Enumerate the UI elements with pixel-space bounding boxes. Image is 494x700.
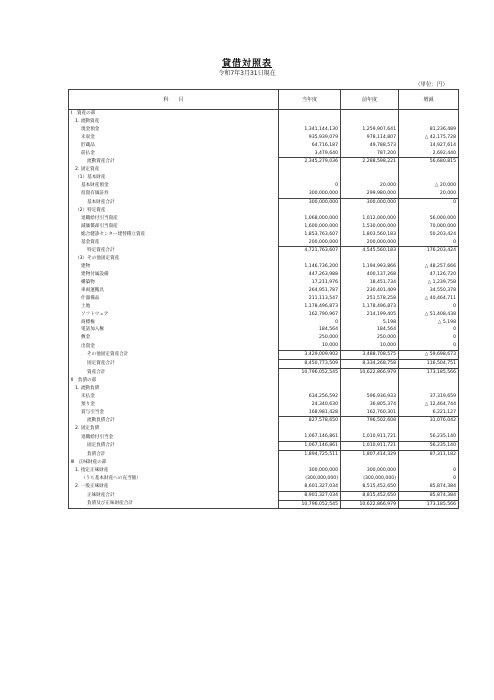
current-year-cell: 4,721,763,607	[279, 247, 341, 255]
balance-sheet-table	[68, 89, 459, 509]
current-year-cell: 1,068,000,000	[279, 215, 341, 223]
account-cell: 退職給付引当資産	[69, 215, 279, 223]
previous-year-cell: 49,788,573	[341, 142, 399, 150]
account-cell: 1. 流動負債	[69, 385, 279, 393]
table-row	[69, 311, 459, 319]
total-row	[69, 158, 459, 166]
account-cell: 特定資産合計	[69, 247, 279, 255]
account-cell: 1. 流動資産	[69, 118, 279, 126]
previous-year-cell: 1,178,496,873	[341, 303, 399, 311]
change-cell	[399, 174, 459, 182]
current-year-cell: 1,178,496,873	[279, 303, 341, 311]
change-cell: 0	[399, 475, 459, 483]
account-cell: 2. 固定資産	[69, 166, 279, 174]
account-cell: 商標権	[69, 319, 279, 327]
previous-year-cell: 1,530,000,000	[341, 223, 399, 231]
account-cell: 流動負債合計	[69, 417, 279, 425]
account-cell: 退職給付引当金	[69, 433, 279, 441]
table-row	[69, 271, 459, 279]
change-cell: 47,126,720	[399, 271, 459, 279]
current-year-cell: 447,263,988	[279, 271, 341, 279]
total-row	[69, 360, 459, 369]
change-cell	[399, 425, 459, 433]
table-row	[69, 483, 459, 491]
current-year-cell	[279, 425, 341, 433]
account-cell: 電話加入権	[69, 326, 279, 334]
table-row	[69, 110, 459, 118]
previous-year-cell: 8,515,452,650	[341, 483, 399, 491]
previous-year-cell: 2,288,598,221	[341, 158, 399, 166]
table-row	[69, 263, 459, 271]
current-year-cell: 10,000	[279, 342, 341, 350]
previous-year-cell	[341, 377, 399, 385]
previous-year-cell: 250,000	[341, 334, 399, 342]
change-cell	[399, 385, 459, 393]
change-cell: 56,235,140	[399, 442, 459, 451]
change-cell: △ 59,698,673	[399, 351, 459, 360]
current-year-cell: 827,578,650	[279, 417, 341, 425]
account-cell: 固定資産合計	[69, 360, 279, 369]
account-cell: 資産合計	[69, 369, 279, 377]
change-cell	[399, 207, 459, 215]
previous-year-cell: 1,010,911,721	[341, 442, 399, 451]
current-year-cell: 1,853,763,607	[279, 231, 341, 239]
table-row	[69, 425, 459, 433]
current-year-cell	[279, 118, 341, 126]
current-year-cell	[279, 377, 341, 385]
account-cell: 基本財産預金	[69, 182, 279, 190]
account-cell: 投資有価証券	[69, 190, 279, 198]
previous-year-cell: 300,000,000	[341, 198, 399, 206]
change-cell	[399, 255, 459, 263]
account-cell: 基金資産	[69, 239, 279, 247]
change-cell: 6,221,127	[399, 409, 459, 417]
account-cell: Ⅱ 負債の部	[69, 377, 279, 385]
table-row	[69, 433, 459, 441]
change-cell: 116,504,751	[399, 360, 459, 369]
change-cell: 176,203,424	[399, 247, 459, 255]
total-row	[69, 451, 459, 459]
total-row	[69, 247, 459, 255]
table-row	[69, 393, 459, 401]
change-cell: 37,319,659	[399, 393, 459, 401]
table-header	[69, 90, 459, 110]
table-row	[69, 467, 459, 475]
change-cell	[399, 110, 459, 118]
previous-year-cell: 184,564	[341, 326, 399, 334]
previous-year-cell	[341, 385, 399, 393]
table-row	[69, 239, 459, 247]
change-cell: 0	[399, 326, 459, 334]
account-cell: 構築物	[69, 279, 279, 287]
previous-year-cell: 1,807,414,329	[341, 451, 399, 459]
change-cell: 0	[399, 467, 459, 475]
table-row	[69, 207, 459, 215]
account-cell: 基本財産合計	[69, 198, 279, 206]
account-cell: 総合健診センター建替積立資産	[69, 231, 279, 239]
change-cell: 14,927,614	[399, 142, 459, 150]
previous-year-cell	[341, 425, 399, 433]
change-cell: 56,680,815	[399, 158, 459, 166]
change-cell: 85,874,384	[399, 483, 459, 491]
table-row	[69, 295, 459, 303]
change-cell: 34,550,378	[399, 287, 459, 295]
table-row	[69, 385, 459, 393]
change-cell: 2,692,440	[399, 150, 459, 158]
account-cell: 2. 固定負債	[69, 425, 279, 433]
previous-year-cell: 251,578,258	[341, 295, 399, 303]
change-cell: 0	[399, 342, 459, 350]
previous-year-cell: 1,259,907,641	[341, 126, 399, 134]
account-cell: その他固定資産合計	[69, 351, 279, 360]
change-cell	[399, 377, 459, 385]
table-row	[69, 475, 459, 483]
previous-year-cell: 1,803,560,183	[341, 231, 399, 239]
previous-year-cell: 20,000	[341, 182, 399, 190]
change-cell	[399, 118, 459, 126]
current-year-cell	[279, 166, 341, 174]
change-cell: 0	[399, 198, 459, 206]
current-year-cell: 184,564	[279, 326, 341, 334]
change-cell: 81,236,489	[399, 126, 459, 134]
previous-year-cell: 8,334,268,758	[341, 360, 399, 369]
previous-year-cell: 5,198	[341, 319, 399, 327]
change-cell: △ 42,175,728	[399, 134, 459, 142]
table-row	[69, 334, 459, 342]
previous-year-cell: 162,760,301	[341, 409, 399, 417]
previous-year-cell: 18,451,734	[341, 279, 399, 287]
previous-year-cell: 4,545,560,183	[341, 247, 399, 255]
table-row	[69, 326, 459, 334]
change-cell: 85,874,384	[399, 491, 459, 500]
previous-year-cell: 1,012,000,000	[341, 215, 399, 223]
table-row	[69, 377, 459, 385]
account-cell: 建物	[69, 263, 279, 271]
previous-year-cell: 596,936,933	[341, 393, 399, 401]
current-year-cell: 8,601,327,034	[279, 483, 341, 491]
change-cell: 0	[399, 303, 459, 311]
current-year-cell: 0	[279, 182, 341, 190]
header-current-year: 当年度	[279, 90, 341, 110]
change-cell: 20,000	[399, 190, 459, 198]
account-cell: 流動資産合計	[69, 158, 279, 166]
account-cell: 未払金	[69, 393, 279, 401]
account-cell: 未収金	[69, 134, 279, 142]
current-year-cell: 200,000,000	[279, 239, 341, 247]
account-cell: 減価償却引当資産	[69, 223, 279, 231]
current-year-cell	[279, 459, 341, 467]
account-cell: 出資金	[69, 342, 279, 350]
previous-year-cell	[341, 459, 399, 467]
change-cell	[399, 166, 459, 174]
total-row	[69, 491, 459, 500]
account-cell: （3）その他固定資産	[69, 255, 279, 263]
account-cell: ソフトウェア	[69, 311, 279, 319]
total-row	[69, 198, 459, 206]
current-year-cell: 10,796,052,545	[279, 500, 341, 509]
account-cell: 什器備品	[69, 295, 279, 303]
current-year-cell	[279, 255, 341, 263]
table-row	[69, 142, 459, 150]
table-row	[69, 166, 459, 174]
current-year-cell: 24,340,630	[279, 401, 341, 409]
account-cell: 建物付属設備	[69, 271, 279, 279]
change-cell: △ 20,000	[399, 182, 459, 190]
current-year-cell: 300,000,000	[279, 467, 341, 475]
current-year-cell: 1,146,736,200	[279, 263, 341, 271]
current-year-cell: 300,000,000	[279, 190, 341, 198]
table-row	[69, 134, 459, 142]
previous-year-cell: 300,000,000	[341, 467, 399, 475]
total-row	[69, 500, 459, 509]
change-cell: △ 12,464,744	[399, 401, 459, 409]
account-cell: 固定負債合計	[69, 442, 279, 451]
account-cell: 負債及び正味財産合計	[69, 500, 279, 509]
account-cell: 土地	[69, 303, 279, 311]
previous-year-cell	[341, 207, 399, 215]
previous-year-cell: 10,622,866,979	[341, 369, 399, 377]
header-account: 科 目	[69, 90, 279, 110]
account-cell: （2）特定資産	[69, 207, 279, 215]
change-cell: 173,185,566	[399, 500, 459, 509]
previous-year-cell	[341, 110, 399, 118]
table-row	[69, 459, 459, 467]
current-year-cell	[279, 110, 341, 118]
previous-year-cell: 978,114,807	[341, 134, 399, 142]
table-row	[69, 231, 459, 239]
document-title: 貸借対照表	[221, 59, 272, 69]
previous-year-cell	[341, 166, 399, 174]
previous-year-cell: 787,200	[341, 150, 399, 158]
change-cell: 0	[399, 334, 459, 342]
account-cell: 預り金	[69, 401, 279, 409]
table-row	[69, 118, 459, 126]
previous-year-cell: 10,000	[341, 342, 399, 350]
previous-year-cell: 299,980,000	[341, 190, 399, 198]
current-year-cell: 10,796,052,545	[279, 369, 341, 377]
change-cell: 0	[399, 239, 459, 247]
account-cell: 貯蔵品	[69, 142, 279, 150]
current-year-cell: 64,716,187	[279, 142, 341, 150]
current-year-cell: 634,256,592	[279, 393, 341, 401]
current-year-cell: 1,067,146,861	[279, 433, 341, 441]
previous-year-cell: 1,010,911,721	[341, 433, 399, 441]
current-year-cell: (300,000,000)	[279, 475, 341, 483]
change-cell: 56,235,140	[399, 433, 459, 441]
current-year-cell: 211,113,547	[279, 295, 341, 303]
table-row	[69, 287, 459, 295]
table-row	[69, 174, 459, 182]
account-cell: （うち基本財産への充当額）	[69, 475, 279, 483]
change-cell: 31,076,042	[399, 417, 459, 425]
change-cell: △ 5,198	[399, 319, 459, 327]
account-cell: 正味財産合計	[69, 491, 279, 500]
total-row	[69, 417, 459, 425]
account-cell: 敷金	[69, 334, 279, 342]
account-cell: （1）基本財産	[69, 174, 279, 182]
table-row	[69, 182, 459, 190]
table-body	[69, 110, 459, 509]
table-row	[69, 319, 459, 327]
change-cell: 50,203,424	[399, 231, 459, 239]
account-cell: Ⅲ 正味財産の部	[69, 459, 279, 467]
previous-year-cell: 1,194,993,866	[341, 263, 399, 271]
table-row	[69, 215, 459, 223]
current-year-cell: 300,000,000	[279, 198, 341, 206]
total-row	[69, 369, 459, 377]
current-year-cell	[279, 385, 341, 393]
change-cell: 173,185,566	[399, 369, 459, 377]
unit-label: （単位：円）	[414, 82, 448, 88]
change-cell: △ 51,408,438	[399, 311, 459, 319]
previous-year-cell: 8,815,452,650	[341, 491, 399, 500]
change-cell	[399, 459, 459, 467]
current-year-cell: 1,341,144,130	[279, 126, 341, 134]
current-year-cell: 2,345,279,036	[279, 158, 341, 166]
current-year-cell: 264,951,787	[279, 287, 341, 295]
current-year-cell: 3,479,640	[279, 150, 341, 158]
previous-year-cell: 230,401,409	[341, 287, 399, 295]
previous-year-cell: 3,488,708,575	[341, 351, 399, 360]
previous-year-cell: 400,137,268	[341, 271, 399, 279]
previous-year-cell	[341, 255, 399, 263]
account-cell: 車両運搬具	[69, 287, 279, 295]
current-year-cell: 3,429,009,902	[279, 351, 341, 360]
change-cell: 56,000,000	[399, 215, 459, 223]
current-year-cell: 1,894,725,511	[279, 451, 341, 459]
table-row	[69, 279, 459, 287]
current-year-cell	[279, 174, 341, 182]
current-year-cell: 8,901,327,034	[279, 491, 341, 500]
previous-year-cell	[341, 174, 399, 182]
account-cell: Ⅰ 資産の部	[69, 110, 279, 118]
table-row	[69, 409, 459, 417]
current-year-cell: 0	[279, 319, 341, 327]
previous-year-cell: 200,000,000	[341, 239, 399, 247]
change-cell: 70,000,000	[399, 223, 459, 231]
previous-year-cell: (300,000,000)	[341, 475, 399, 483]
current-year-cell: 1,600,000,000	[279, 223, 341, 231]
current-year-cell: 162,790,967	[279, 311, 341, 319]
table-row	[69, 223, 459, 231]
previous-year-cell: 36,805,374	[341, 401, 399, 409]
header-change: 増減	[399, 90, 459, 110]
account-cell: 1. 指定正味財産	[69, 467, 279, 475]
header-previous-year: 前年度	[341, 90, 399, 110]
current-year-cell: 168,981,428	[279, 409, 341, 417]
current-year-cell: 250,000	[279, 334, 341, 342]
table-row	[69, 126, 459, 134]
account-cell: 負債合計	[69, 451, 279, 459]
change-cell: △ 48,257,666	[399, 263, 459, 271]
account-cell: 2. 一般正味財産	[69, 483, 279, 491]
previous-year-cell: 10,622,866,979	[341, 500, 399, 509]
change-cell: △ 1,239,758	[399, 279, 459, 287]
previous-year-cell: 796,502,608	[341, 417, 399, 425]
account-cell: 前払金	[69, 150, 279, 158]
total-row	[69, 351, 459, 360]
table-row	[69, 342, 459, 350]
table-row	[69, 150, 459, 158]
table-row	[69, 190, 459, 198]
table-row	[69, 255, 459, 263]
document-date: 令和7年3月31日現在	[218, 70, 276, 77]
account-cell: 現金預金	[69, 126, 279, 134]
change-cell: 87,311,182	[399, 451, 459, 459]
table-row	[69, 401, 459, 409]
current-year-cell	[279, 207, 341, 215]
current-year-cell: 17,211,976	[279, 279, 341, 287]
current-year-cell: 8,450,773,509	[279, 360, 341, 369]
previous-year-cell: 214,199,405	[341, 311, 399, 319]
table-row	[69, 303, 459, 311]
total-row	[69, 442, 459, 451]
change-cell: △ 40,464,711	[399, 295, 459, 303]
current-year-cell: 1,067,146,861	[279, 442, 341, 451]
current-year-cell: 935,939,079	[279, 134, 341, 142]
previous-year-cell	[341, 118, 399, 126]
account-cell: 賞与引当金	[69, 409, 279, 417]
